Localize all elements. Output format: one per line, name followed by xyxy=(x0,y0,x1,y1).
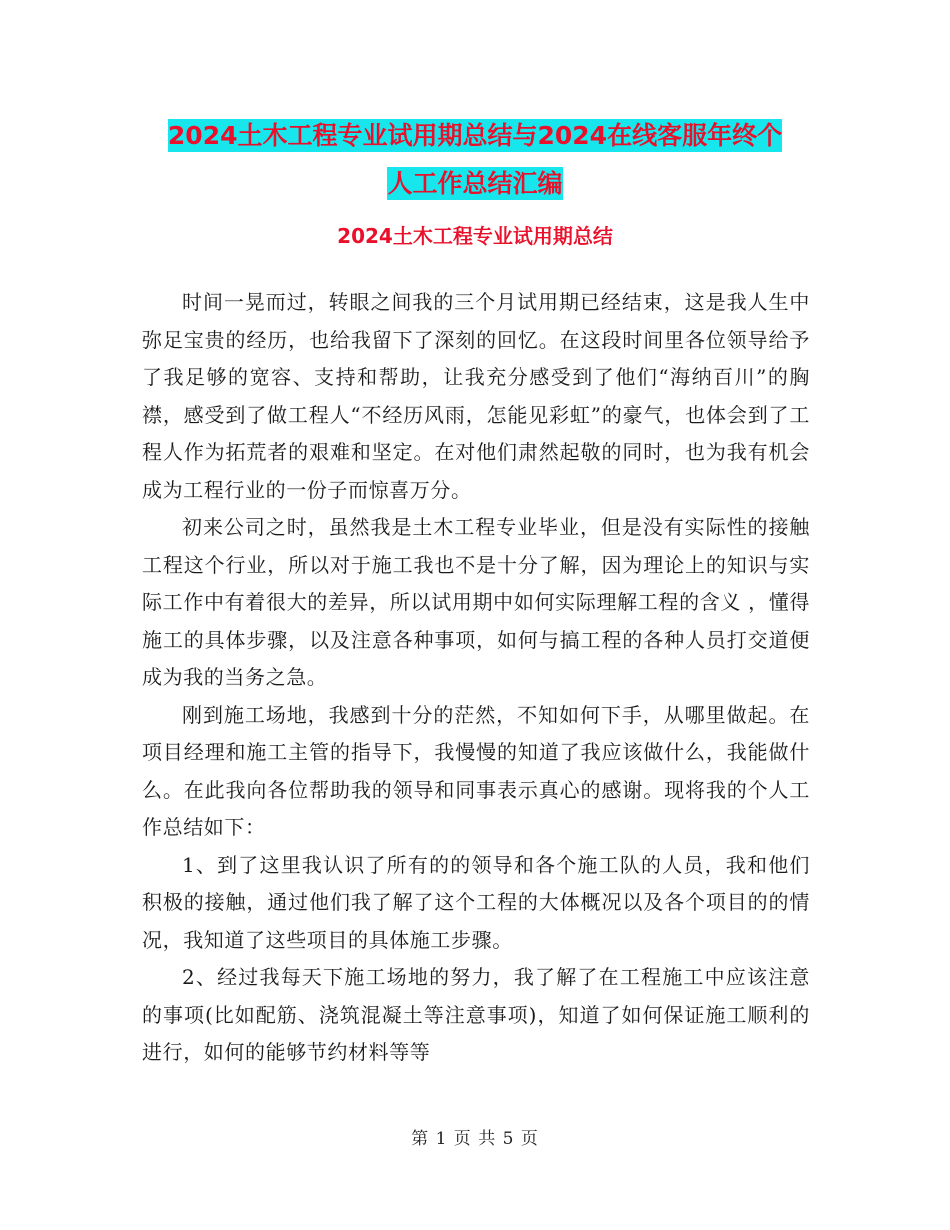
document-title xyxy=(120,112,830,208)
paragraph: 1、到了这里我认识了所有的的领导和各个施工队的人员，我和他们积极的接触，通过他们我了解了这个工程的大体概况以及各个项目的的情况，我知道了这些项目的具体施工步骤。 xyxy=(142,852,810,952)
paragraph: 时间一晃而过，转眼之间我的三个月试用期已经结束，这是我人生中弥足宝贵的经历，也给我留下了深刻的回忆。在这段时间里各位领导给予了我足够的宽容、支持和帮助，让我充分感受到了他们“海纳百川”的胸襟，感受到了做工程人“不经历风雨，怎能见彩虹”的豪气，也体会到了工程人作为拓荒者的艰难和坚定。在对他们肃然起敬的同时，也为我有机会成为工程行业的一份子而惊喜万分。 xyxy=(142,290,810,502)
paragraph: 初来公司之时，虽然我是土木工程专业毕业，但是没有实际性的接触工程这个行业，所以对于施工我也不是十分了解，因为理论上的知识与实际工作中有着很大的差异，所以试用期中如何实际理解工程的含义 ，懂得施工的具体步骤，以及注意各种事项，如何与搞工程的各种人员打交道便成为我的当务之急。 xyxy=(142,515,810,689)
section-title: 2024土木工程专业试用期总结 xyxy=(337,224,613,248)
page-footer: 第 1 页 共 5 页 xyxy=(411,1129,539,1149)
document-title-line2: 人工作总结汇编 xyxy=(387,169,563,198)
document-title-line1: 2024土木工程专业试用期总结与2024在线客服年终个 xyxy=(167,121,783,150)
paragraph: 2、经过我每天下施工场地的努力，我了解了在工程施工中应该注意的事项(比如配筋、浇筑混凝土等注意事项)，知道了如何保证施工顺利的进行，如何的能够节约材料等等 xyxy=(142,965,810,1064)
paragraph: 刚到施工场地，我感到十分的茫然，不知如何下手，从哪里做起。在项目经理和施工主管的指导下，我慢慢的知道了我应该做什么，我能做什么。在此我向各位帮助我的领导和同事表示真心的感谢。现将我的个人工作总结如下： xyxy=(142,702,810,839)
body-text xyxy=(142,284,810,1072)
